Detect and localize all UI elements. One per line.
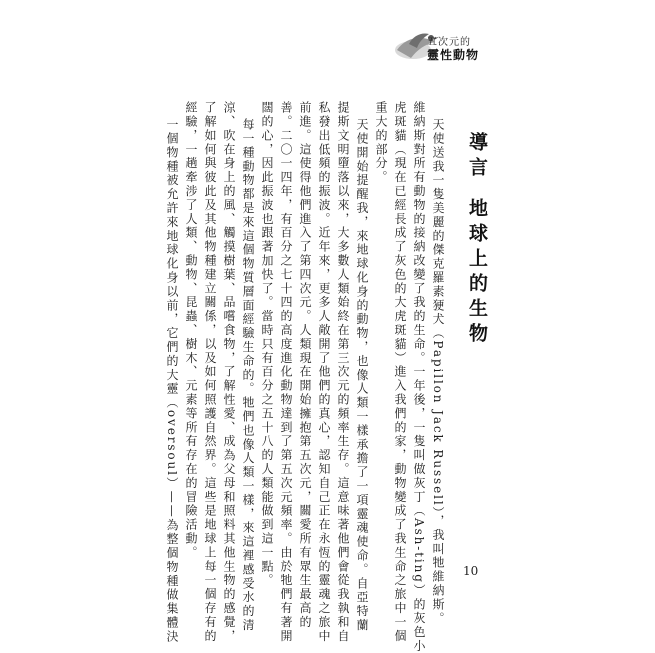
text-column-14: 經驗，一趟牽涉了人類、動物、昆蟲、樹木、元素等所有存在的冒險活動。 xyxy=(184,101,198,560)
text-column-1: 天使送我一隻美麗的傑克羅素㹴犬（Papillon Jack Russell），我叫牠維納斯。 xyxy=(431,118,445,626)
text-column-7: 私發出低頻的振波。近年來，更多人敞開了他們的真心，認知自己正在永恆的靈魂之旅中 xyxy=(317,101,331,644)
text-column-3: 虎斑貓（現在已經長成了灰色的大虎斑貓）進入我們的家，動物變成了我生命之旅中一個 xyxy=(393,101,407,644)
text-column-12: 涼、吹在身上的風、觸摸樹葉、品嚐食物，了解性愛、成為父母和照料其他生物的感覺， xyxy=(222,101,236,644)
chapter-heading xyxy=(467,132,487,348)
text-column-8: 前進。這使得他們進入了第四次元。人類現在開始擁抱第五次元，關愛所有眾生最高的 xyxy=(298,101,312,630)
chapter-title: 地球上的生物 xyxy=(466,198,488,348)
text-column-5: 天使開始提醒我，來地球化身的動物，也像人類一樣承擔了一項靈魂使命。自亞特蘭 xyxy=(355,118,369,633)
chapter-label: 導言 xyxy=(466,132,488,182)
text-column-13: 了解如何與彼此及其他物種建立關係，以及如何照護自然界。這些是地球上每一個存有的 xyxy=(203,101,217,644)
text-column-11: 每一種動物都是來這個物質層面經驗生命的。牠們也像人類一樣，來這裡感受水的清 xyxy=(241,118,255,633)
text-column-9: 善。二〇一四年，有百分之七十四的高度進化動物達到了第五次元頻率。由於牠們有著開 xyxy=(279,101,293,644)
text-column-15: 一個物種被允許來地球化身以前，它們的大靈（oversoul）——為整個物種做集體決 xyxy=(165,118,179,644)
text-column-6: 提斯文明墮落以來，大多數人類始終在第三次元的頻率生存。這意味著他們會從我執和自 xyxy=(336,101,350,644)
text-column-4: 重大的部分。 xyxy=(374,101,388,185)
header-title: 靈性動物 xyxy=(427,48,480,62)
page-number: 10 xyxy=(463,564,479,578)
text-column-2: 維納斯對所有動物的接納改變了我的生命。一年後，一隻叫做灰丁（Ash-ting）的灰色小 xyxy=(412,101,426,653)
header-subtitle: 五次元的 xyxy=(427,37,471,48)
running-header xyxy=(391,20,487,62)
text-column-10: 闊的心，因此振波也跟著加快了。當時只有百分之五十八的人類能做到這一點。 xyxy=(260,101,274,588)
